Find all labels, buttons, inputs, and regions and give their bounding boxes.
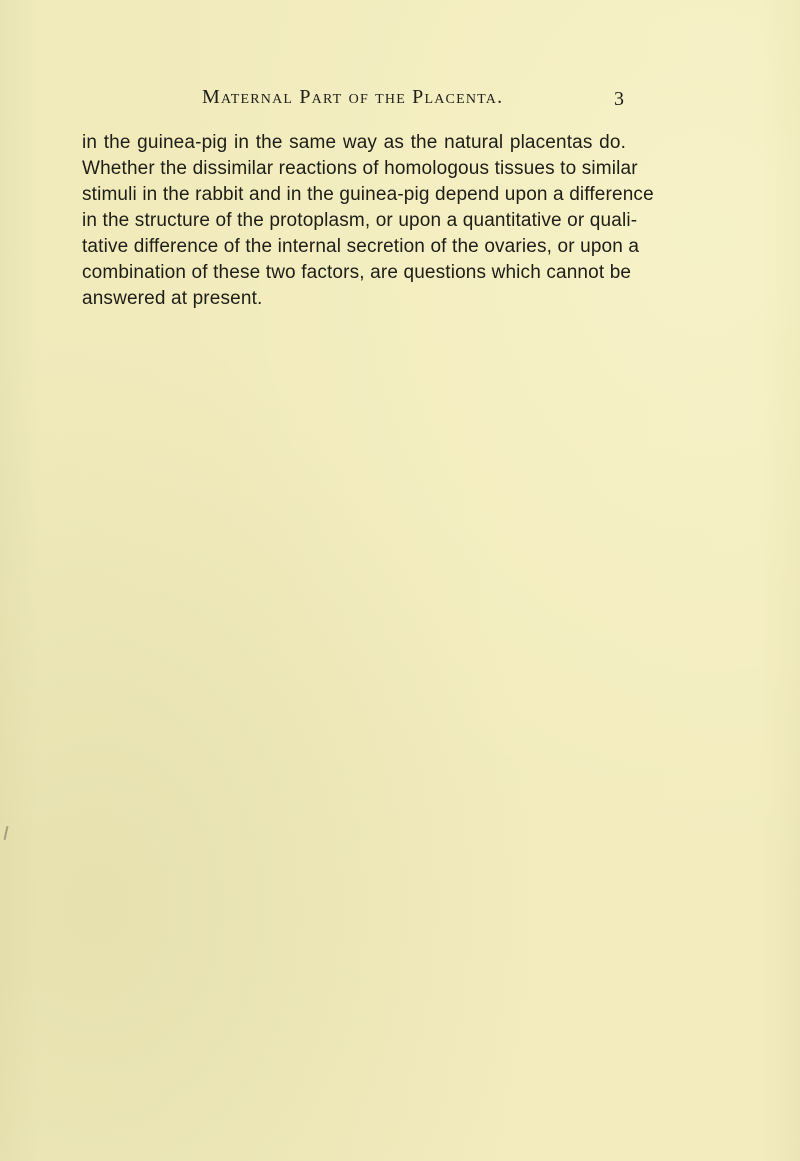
text-line: Whether the dissimilar reactions of homologous tissues to similar <box>82 158 638 179</box>
text-line: in the structure of the protoplasm, or upon a quantitative or quali- <box>82 210 638 231</box>
running-title: Maternal Part of the Placenta. <box>202 86 504 108</box>
text-line: in the guinea-pig in the same way as the natural placentas do. <box>82 132 626 153</box>
page-number: 3 <box>614 88 624 110</box>
text-line: combination of these two factors, are questions which cannot be <box>82 262 632 283</box>
paper-speck <box>4 826 9 840</box>
running-head <box>82 86 624 116</box>
text-line: tative difference of the internal secretion of the ovaries, or upon a <box>82 236 640 257</box>
text-line: answered at present. <box>82 288 263 309</box>
text-line: stimuli in the rabbit and in the guinea-pig depend upon a difference <box>82 184 654 205</box>
body-paragraph <box>82 130 654 312</box>
